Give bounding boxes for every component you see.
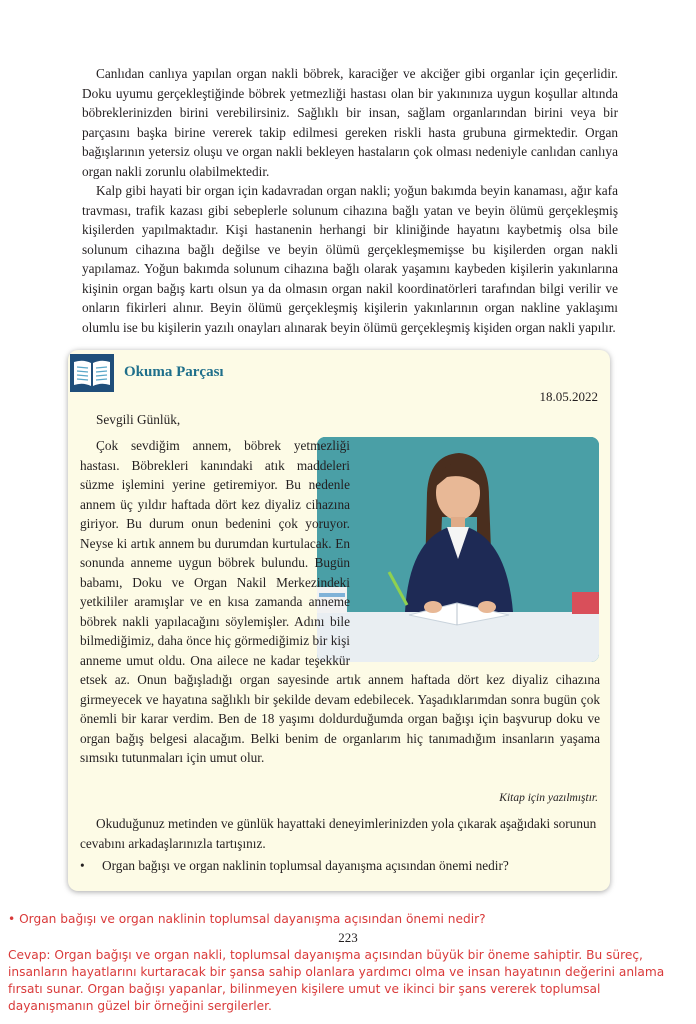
reading-title: Okuma Parçası [124,364,224,380]
paragraph-cadaver-donor: Kalp gibi hayati bir organ için kadavradan organ nakli; yoğun bakımda beyin kanaması, ağır kafa travması, trafik kazası gibi sebeplerle solunum cihazına bağlı yatan ve beyin ölümü gerçekleşmiş kişilerden yapılmaktadır. Kişi hastanenin herhangi bir kliniğinde hayatını kaybetmiş olsa bile solunum cihazına bağlı değilse ve beyin ölümü gerçekleşmemişse bu kişilerden organ nakli yapılamaz. Yoğun bakımda solunum cihazına bağlı olarak yaşamını kaybeden kişilerin yakınlarına kişinin organ bağış kartı olsun ya da olmasın organ nakil koordinatörleri tarafından bilgi verilir ve onların fikirleri alınır. Beyin ölümü gerçekleşmiş kişilerin yakınlarının organ nakline yaklaşımı olumlu ise bu kişilerin yazılı onayları alınarak beyin ölümü gerçekleşmiş kişiden organ nakli yapılır. [82,183,618,335]
answer-text: Cevap: Organ bağışı ve organ nakli, toplumsal dayanışma açısından büyük bir öneme sahiptir. Bu süreç, insanların hayatlarını kurtaracak bir şansa sahip olanlara yardımcı olma ve insan hayatının değerini anlama fırsatı sunar. Organ bağışı yapanlar, bilinmeyen kişilere umut ve ikinci bir şans vererek toplumsal dayanışmanın güzel bir örneğini sergilerler. [8,948,665,1013]
discussion-question-text: Organ bağışı ve organ naklinin toplumsal dayanışma açısından önemi nedir? [102,858,509,873]
reading-card [68,350,610,891]
answer-question: • Organ bağışı ve organ naklinin toplumsal dayanışma açısından önemi nedir? [8,912,486,926]
source-credit: Kitap için yazılmıştır. [499,792,598,804]
bullet: • [80,858,85,873]
diary-body: Çok sevdiğim annem, böbrek yetmezliği hastası. Böbrekleri kanındaki atık maddeleri süzme işlemini yerine getiremiyor. Bu nedenle annem üç yıldır haftada dört kez diyaliz cihazına giriyor. Bu durum onun bedenini çok yoruyor. Neyse ki artık annem bu durumdan kurtulacak. En sonunda anneme uygun böbrek bulundu. Bugün babamı, Doku ve Organ Nakil Merkezindeki yetkililer aramışlar ve en kısa zamanda anneme böbrek nakli yapılacağını söylemişler. Adını bile bilmediğimiz, daha önce hiç görmediğimiz bir kişi anneme umut oldu. Ona ailece ne kadar teşekkür etsek az. Onun bağışladığı organ sayesinde artık annem haftada dört kez diyaliz cihazına girmeyecek ve hayatına sağlıklı bir şekilde devam edebilecek. Yaşadıklarımdan sonra bugün çok önemli bir karar verdim. Ben de 18 yaşımı doldurduğumda organ bağışı için başvurup doku ve organ bağış belgesi alacağım. Belki benim de organlarım hiç tanımadığım insanların yaşama sımsıkı tutunmaları için umut olur. [80,438,600,765]
diary-greeting: Sevgili Günlük, [96,412,181,427]
question-intro: Okuduğunuz metinden ve günlük hayattaki deneyimlerinizden yola çıkarak aşağıdaki sorunun cevabını arkadaşlarınızla tartışınız. [80,816,597,851]
open-book-icon [70,354,114,392]
diary-date: 18.05.2022 [539,389,598,404]
paragraph-living-donor: Canlıdan canlıya yapılan organ nakli böbrek, karaciğer ve akciğer gibi organlar için geçerlidir. Doku uyumu gerçekleştiğinde böbrek yetmezliği hastası olan bir yakınınıza uygun koşullar altında böbreklerinizden birini verebilirsiniz. Sağlıklı bir insan, sağlam organlarından birini veya bir parçasını başka birine vererek takip edilmesi gereken riskli hasta grubuna girmektedir. Organ bağışlarının yetersiz oluşu ve organ nakli bekleyen hastaların çok olması nedeniyle canlıdan canlıya organ nakli zorunlu olabilmektedir. [82,66,618,179]
page-number: 223 [338,930,358,945]
discussion-question [80,858,600,874]
diary-text [80,436,600,768]
photo-spacer [356,436,600,662]
